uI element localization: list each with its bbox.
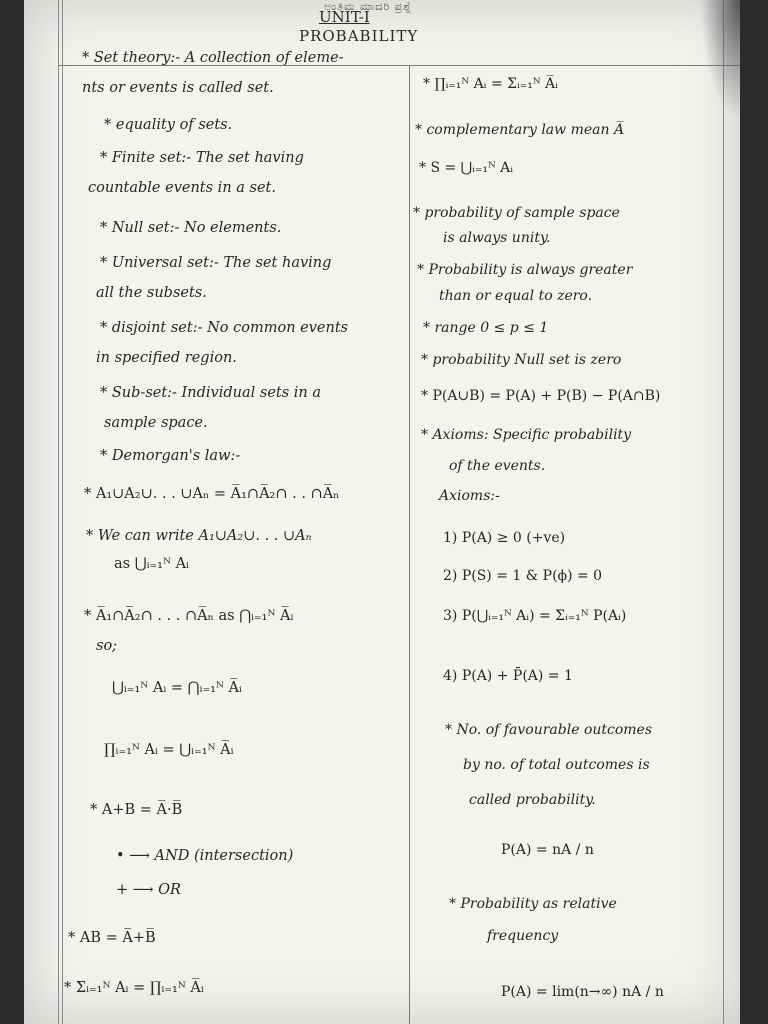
left-margin-line-inner (62, 0, 63, 1024)
note-line: 1) P(A) ≥ 0 (+ve) (443, 530, 566, 546)
note-line: * Null set:- No elements. (100, 220, 282, 236)
note-line: sample space. (104, 415, 208, 431)
note-line: so; (96, 638, 118, 654)
note-line: is always unity. (443, 230, 551, 246)
right-margin-line (723, 0, 724, 1024)
note-line: * A₁∪A₂∪. . . ∪Aₙ = A̅₁∩A̅₂∩ . . ∩A̅ₙ (84, 486, 340, 502)
note-line: • ⟶ AND (intersection) (116, 848, 294, 864)
left-margin-line (58, 0, 59, 1024)
note-line: * range 0 ≤ p ≤ 1 (423, 320, 549, 336)
note-line: * Σᵢ₌₁ᴺ Aᵢ = ∏ᵢ₌₁ᴺ A̅ᵢ (64, 980, 204, 996)
note-line: than or equal to zero. (439, 288, 593, 304)
note-line: in specified region. (96, 350, 237, 366)
note-line: ⋃ᵢ₌₁ᴺ Aᵢ = ⋂ᵢ₌₁ᴺ A̅ᵢ (112, 680, 242, 696)
finger-shadow (700, 0, 740, 120)
header-script: ಅಂತಿಮ ಮಾದರಿ ಪ್ರಶ್ನೆ (324, 0, 413, 13)
note-line: * ∏ᵢ₌₁ᴺ Aᵢ = Σᵢ₌₁ᴺ A̅ᵢ (423, 76, 558, 92)
note-line: * Probability as relative (449, 896, 617, 912)
note-line: of the events. (449, 458, 546, 474)
note-line: as ⋃ᵢ₌₁ᴺ Aᵢ (114, 556, 189, 572)
note-line: Axioms:- (439, 488, 500, 504)
note-line: * Finite set:- The set having (100, 150, 304, 166)
note-line: * No. of favourable outcomes (445, 722, 653, 738)
note-line: * probability of sample space (413, 205, 620, 221)
note-line: * disjoint set:- No common events (100, 320, 349, 336)
note-line: all the subsets. (96, 285, 207, 301)
unit-heading: UNIT-I (319, 8, 370, 26)
note-line: frequency (487, 928, 559, 944)
column-divider (409, 65, 410, 1024)
note-line: P(A) = nA / n (501, 842, 594, 858)
note-line: nts or events is called set. (82, 80, 274, 96)
notebook-page (24, 0, 740, 1024)
note-line: * equality of sets. (104, 117, 233, 133)
note-line: * Sub-set:- Individual sets in a (100, 385, 322, 401)
note-line: ∏ᵢ₌₁ᴺ Aᵢ = ⋃ᵢ₌₁ᴺ A̅ᵢ (104, 742, 234, 758)
page-title: PROBABILITY (299, 27, 419, 45)
note-line: P(A) = lim(n→∞) nA / n (501, 984, 664, 1000)
note-line: * Set theory:- A collection of eleme- (82, 50, 344, 66)
note-line: countable events in a set. (88, 180, 276, 196)
note-line: called probability. (469, 792, 596, 808)
note-line: * P(A∪B) = P(A) + P(B) − P(A∩B) (421, 388, 661, 404)
note-line: by no. of total outcomes is (463, 757, 650, 773)
note-line: * Demorgan's law:- (100, 448, 241, 464)
note-line: * We can write A₁∪A₂∪. . . ∪Aₙ (86, 528, 312, 544)
note-line: * A+B = A̅·B̅ (90, 802, 183, 818)
note-line: * A̅₁∩A̅₂∩ . . . ∩A̅ₙ as ⋂ᵢ₌₁ᴺ A̅ᵢ (84, 608, 294, 624)
note-line: * AB = A̅+B̅ (68, 930, 156, 946)
note-line: 2) P(S) = 1 & P(ϕ) = 0 (443, 568, 603, 584)
note-line: * Universal set:- The set having (100, 255, 332, 271)
note-line: 4) P(A) + P̄(A) = 1 (443, 668, 573, 684)
note-line: * probability Null set is zero (421, 352, 622, 368)
note-line: 3) P(⋃ᵢ₌₁ᴺ Aᵢ) = Σᵢ₌₁ᴺ P(Aᵢ) (443, 608, 627, 624)
note-line: * Axioms: Specific probability (421, 427, 632, 443)
note-line: * S = ⋃ᵢ₌₁ᴺ Aᵢ (419, 160, 514, 176)
note-line: * Probability is always greater (417, 262, 633, 278)
note-line: + ⟶ OR (116, 882, 181, 898)
note-line: * complementary law mean A̅ (415, 122, 625, 138)
